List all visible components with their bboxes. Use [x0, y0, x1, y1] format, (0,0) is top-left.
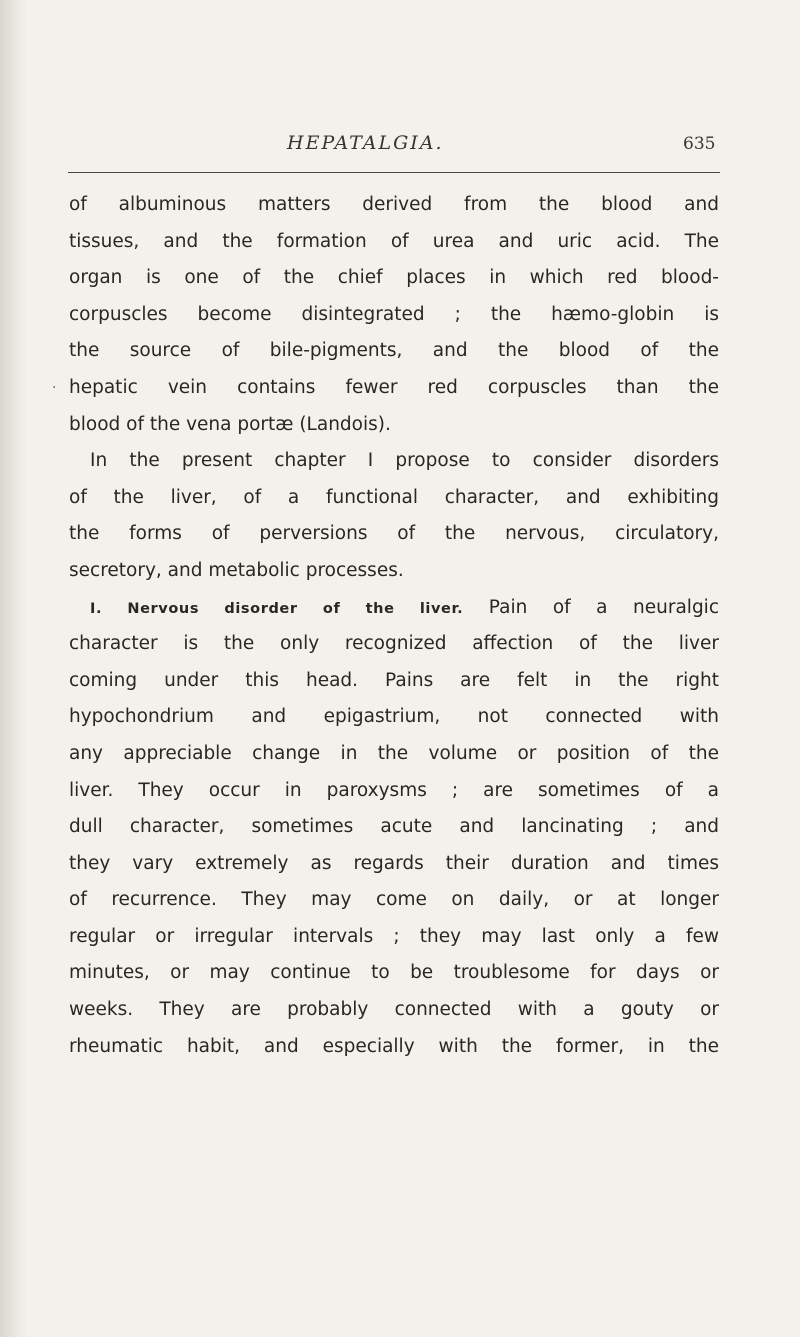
binding-shadow [0, 0, 28, 1337]
text-line: the source of bile-pigments, and the blood of the [69, 340, 719, 362]
text-line: of recurrence. They may come on daily, or at longer [69, 889, 719, 911]
text-line: rheumatic habit, and especially with the former, in the [69, 1035, 719, 1057]
text-line: they vary extremely as regards their duration and times [69, 852, 719, 874]
paragraph-3 [69, 590, 719, 1066]
paragraph-1 [69, 187, 719, 443]
text-line: blood of the vena portæ (Landois). [69, 413, 391, 435]
text-line: In the present chapter I propose to consider disorders [90, 450, 719, 472]
page-number: 635 [683, 134, 716, 154]
header-rule [68, 172, 720, 173]
text-line: of the liver, of a functional character, and exhibiting [69, 486, 719, 508]
heading-line-text: Pain of a neuralgic [488, 596, 719, 618]
text-line: hepatic vein contains fewer red corpuscles than the [69, 376, 719, 398]
text-line: character is the only recognized affection of the liver [69, 633, 719, 655]
text-line: corpuscles become disintegrated ; the hæmo-globin is [69, 303, 719, 325]
text-line: organ is one of the chief places in which red blood- [69, 267, 719, 289]
section-heading: I. Nervous disorder of the liver. [90, 600, 464, 617]
text-line: any appreciable change in the volume or position of the [69, 742, 719, 764]
text-line: of albuminous matters derived from the blood and [69, 194, 719, 215]
text-line: coming under this head. Pains are felt in the right [69, 669, 719, 691]
running-head [0, 132, 800, 166]
text-line: dull character, sometimes acute and lancinating ; and [69, 816, 719, 838]
text-line: minutes, or may continue to be troublesome for days or [69, 962, 719, 984]
body-text [69, 187, 719, 1065]
text-line: liver. They occur in paroxysms ; are sometimes of a [69, 779, 719, 801]
text-line: secretory, and metabolic processes. [69, 559, 404, 581]
margin-dot: · [52, 380, 57, 396]
text-line: hypochondrium and epigastrium, not connected with [69, 706, 719, 728]
text-line: weeks. They are probably connected with a gouty or [69, 999, 719, 1021]
running-title: HEPATALGIA. [287, 132, 444, 154]
paragraph-2 [69, 443, 719, 589]
section-heading-line [69, 590, 719, 627]
text-line: regular or irregular intervals ; they may last only a few [69, 925, 719, 947]
text-line: tissues, and the formation of urea and uric acid. The [69, 230, 719, 252]
text-line: the forms of perversions of the nervous, circulatory, [69, 523, 719, 545]
